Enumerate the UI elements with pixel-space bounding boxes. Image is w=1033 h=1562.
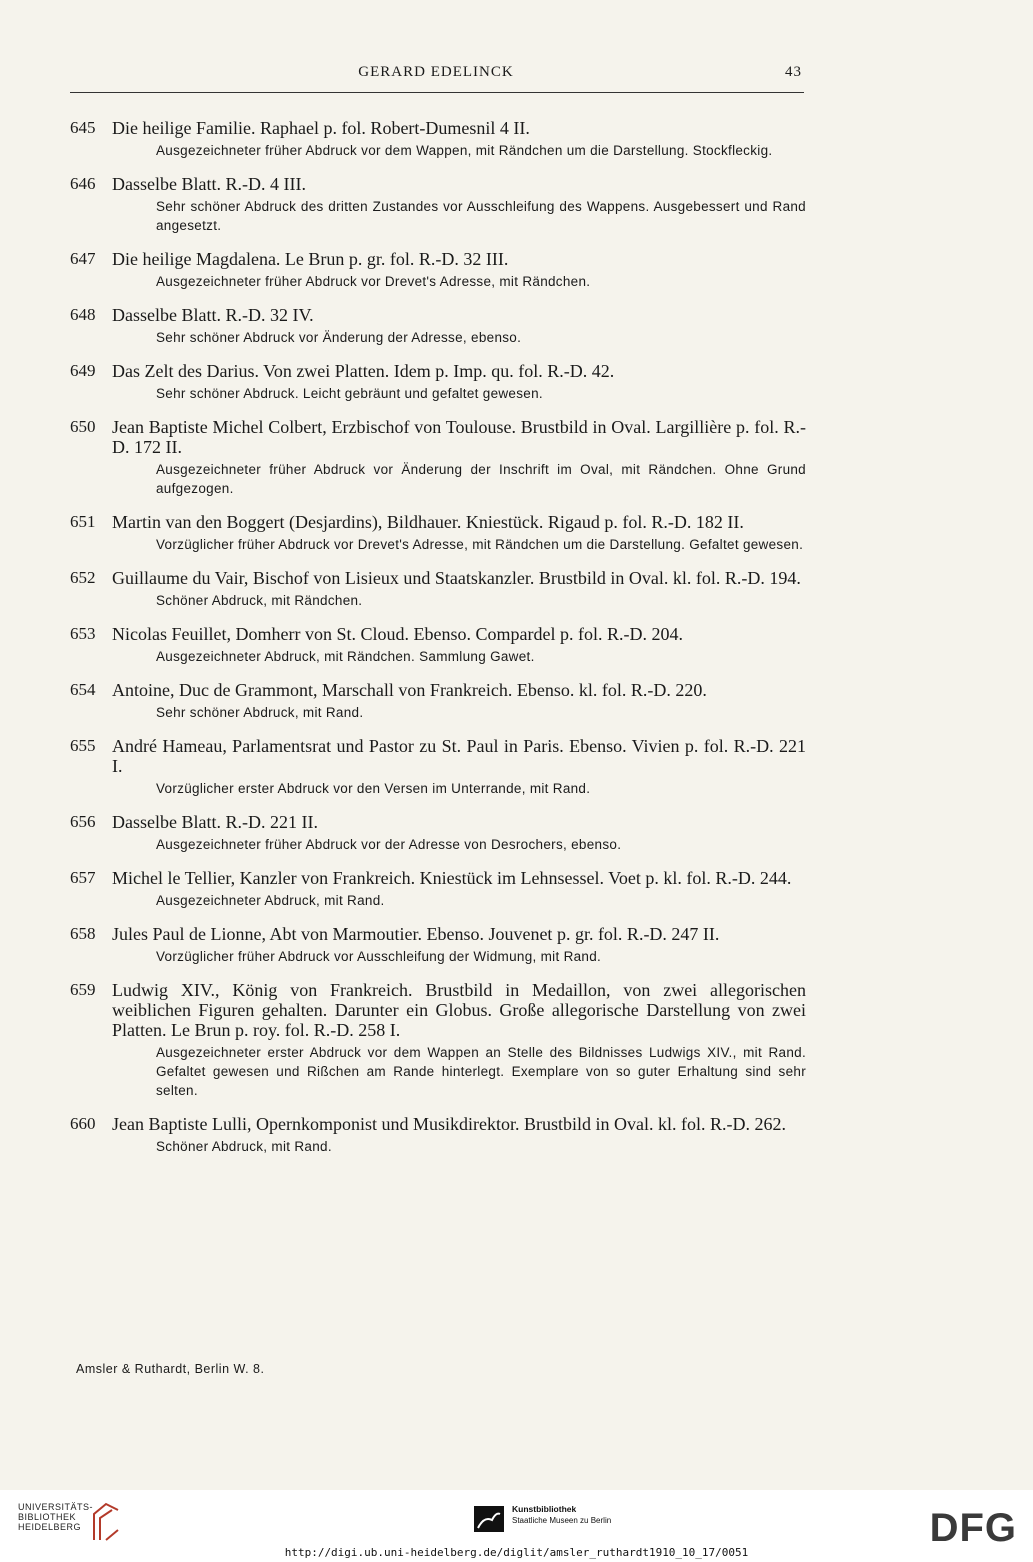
entry-description: Ausgezeichneter früher Abdruck vor Änderung der Inschrift im Oval, mit Rändchen. Ohne Grund aufgezogen. <box>156 462 806 496</box>
running-header <box>70 64 802 86</box>
entry-description: Ausgezeichneter erster Abdruck vor dem Wappen an Stelle des Bildnisses Ludwigs XIV., mit Rand. Gefaltet gewesen und Rißchen am Rande hinterlegt. Exemplare von so guter Erhaltung sind sehr selten. <box>156 1045 806 1098</box>
entry-title: Nicolas Feuillet, Domherr von St. Cloud. Ebenso. Compardel p. fol. R.-D. 204. <box>112 624 683 644</box>
entry-number: 658 <box>70 924 96 943</box>
header-title: GERARD EDELINCK <box>358 64 514 80</box>
entry-title: Jean Baptiste Lulli, Opernkomponist und Musikdirektor. Brustbild in Oval. kl. fol. R.-D. 262. <box>112 1114 786 1134</box>
entry-description: Schöner Abdruck, mit Rändchen. <box>156 593 363 608</box>
entry-number: 649 <box>70 361 96 380</box>
entry-title: Das Zelt des Darius. Von zwei Platten. Idem p. Imp. qu. fol. R.-D. 42. <box>112 361 615 381</box>
catalog-entry <box>70 736 806 798</box>
catalog-entry <box>70 924 806 966</box>
entry-title: Die heilige Familie. Raphael p. fol. Robert-Dumesnil 4 II. <box>112 118 530 138</box>
entry-title: Michel le Tellier, Kanzler von Frankreich. Kniestück im Lehnsessel. Voet p. kl. fol. R.-D. 244. <box>112 868 792 888</box>
entry-description: Vorzüglicher früher Abdruck vor Drevet's Adresse, mit Rändchen um die Darstellung. Gefaltet gewesen. <box>156 537 804 552</box>
entry-title: Dasselbe Blatt. R.-D. 221 II. <box>112 812 318 832</box>
ub-heidelberg-logo[interactable] <box>18 1502 93 1532</box>
entry-number: 654 <box>70 680 96 699</box>
entry-title: Ludwig XIV., König von Frankreich. Brustbild in Medaillon, von zwei allegorischen weiblichen Figuren gehalten. Darunter ein Globus. Große allegorische Darstellung von zwei Platten. Le Brun p. roy. fol. R.-D. 258 I. <box>112 980 806 1040</box>
entry-title: Martin van den Boggert (Desjardins), Bildhauer. Kniestück. Rigaud p. fol. R.-D. 182 II. <box>112 512 744 532</box>
digitization-footer <box>0 1490 1033 1562</box>
entry-number: 656 <box>70 812 96 831</box>
entry-title: Jules Paul de Lionne, Abt von Marmoutier. Ebenso. Jouvenet p. gr. fol. R.-D. 247 II. <box>112 924 720 944</box>
entry-number: 650 <box>70 417 96 436</box>
kunstbibliothek-logo-icon <box>474 1506 504 1532</box>
catalog-entries <box>70 118 806 1170</box>
permalink-url[interactable]: http://digi.ub.uni-heidelberg.de/diglit/amsler_ruthardt1910_10_17/0051 <box>284 1546 749 1559</box>
entry-description: Schöner Abdruck, mit Rand. <box>156 1139 332 1154</box>
catalog-entry <box>70 249 806 291</box>
entry-title: Dasselbe Blatt. R.-D. 4 III. <box>112 174 306 194</box>
entry-number: 655 <box>70 736 96 755</box>
catalog-entry <box>70 568 806 610</box>
entry-description: Ausgezeichneter früher Abdruck vor Drevet's Adresse, mit Rändchen. <box>156 274 591 289</box>
catalog-entry <box>70 868 806 910</box>
catalog-entry <box>70 812 806 854</box>
dfg-logo: DFG <box>929 1506 1017 1550</box>
entry-description: Sehr schöner Abdruck. Leicht gebräunt und gefaltet gewesen. <box>156 386 543 401</box>
entry-number: 660 <box>70 1114 96 1133</box>
catalog-entry <box>70 305 806 347</box>
entry-title: Die heilige Magdalena. Le Brun p. gr. fol. R.-D. 32 III. <box>112 249 509 269</box>
entry-description: Vorzüglicher früher Abdruck vor Ausschleifung der Widmung, mit Rand. <box>156 949 602 964</box>
kb-subtitle: Staatliche Museen zu Berlin <box>512 1516 612 1525</box>
entry-number: 651 <box>70 512 96 531</box>
entry-title: Antoine, Duc de Grammont, Marschall von Frankreich. Ebenso. kl. fol. R.-D. 220. <box>112 680 707 700</box>
entry-number: 645 <box>70 118 96 137</box>
entry-description: Sehr schöner Abdruck vor Änderung der Adresse, ebenso. <box>156 330 522 345</box>
entry-description: Sehr schöner Abdruck des dritten Zustandes vor Ausschleifung des Wappens. Ausgebessert und Rand angesetzt. <box>156 199 806 233</box>
entry-title: Jean Baptiste Michel Colbert, Erzbischof von Toulouse. Brustbild in Oval. Largillière p. fol. R.-D. 172 II. <box>112 417 806 457</box>
catalog-entry <box>70 1114 806 1156</box>
entry-description: Ausgezeichneter früher Abdruck vor dem Wappen, mit Rändchen um die Darstellung. Stockfleckig. <box>156 143 773 158</box>
ub-heidelberg-mark-icon <box>90 1500 120 1544</box>
header-rule <box>70 92 804 93</box>
entry-description: Vorzüglicher erster Abdruck vor den Versen im Unterrande, mit Rand. <box>156 781 591 796</box>
entry-number: 647 <box>70 249 96 268</box>
kb-title: Kunstbibliothek <box>512 1504 577 1514</box>
kunstbibliothek-label <box>512 1504 611 1526</box>
catalog-entry <box>70 417 806 498</box>
catalog-entry <box>70 624 806 666</box>
entry-description: Ausgezeichneter Abdruck, mit Rändchen. Sammlung Gawet. <box>156 649 535 664</box>
entry-title: Dasselbe Blatt. R.-D. 32 IV. <box>112 305 314 325</box>
entry-title: André Hameau, Parlamentsrat und Pastor zu St. Paul in Paris. Ebenso. Vivien p. fol. R.-D. 221 I. <box>112 736 806 776</box>
entry-number: 653 <box>70 624 96 643</box>
entry-number: 652 <box>70 568 96 587</box>
ub-line-3: HEIDELBERG <box>18 1522 82 1532</box>
entry-description: Ausgezeichneter Abdruck, mit Rand. <box>156 893 385 908</box>
catalog-entry <box>70 980 806 1100</box>
catalog-entry <box>70 680 806 722</box>
entry-number: 646 <box>70 174 96 193</box>
imprint: Amsler & Ruthardt, Berlin W. 8. <box>76 1362 265 1376</box>
ub-line-1: UNIVERSITÄTS- <box>18 1502 94 1512</box>
page-number: 43 <box>785 64 802 80</box>
catalog-entry <box>70 361 806 403</box>
ub-line-2: BIBLIOTHEK <box>18 1512 77 1522</box>
catalog-entry <box>70 512 806 554</box>
catalog-entry <box>70 118 806 160</box>
entry-number: 659 <box>70 980 96 999</box>
entry-description: Ausgezeichneter früher Abdruck vor der Adresse von Desrochers, ebenso. <box>156 837 622 852</box>
entry-description: Sehr schöner Abdruck, mit Rand. <box>156 705 364 720</box>
entry-title: Guillaume du Vair, Bischof von Lisieux und Staatskanzler. Brustbild in Oval. kl. fol. R.-D. 194. <box>112 568 801 588</box>
entry-number: 657 <box>70 868 96 887</box>
entry-number: 648 <box>70 305 96 324</box>
catalog-entry <box>70 174 806 235</box>
